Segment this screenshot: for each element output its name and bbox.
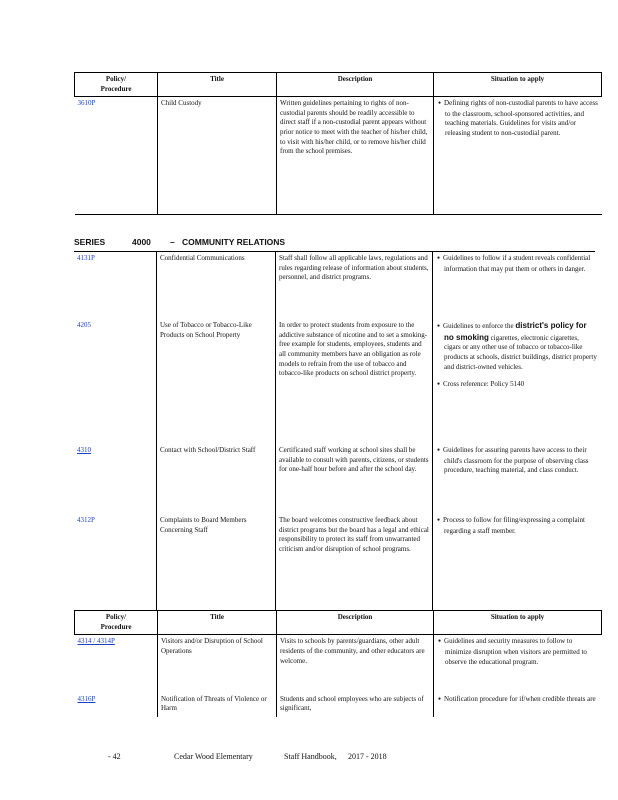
table-row [74, 514, 600, 610]
header-title: Title [158, 611, 277, 635]
policy-number-link[interactable]: 4205 [77, 321, 91, 330]
table-row [75, 97, 602, 215]
policy-number-link[interactable]: 3610P [75, 97, 158, 215]
situation-bullet: ● Guidelines to enforce the district's policy for no smoking cigarettes, electronic cigarettes, cigars or any other use of tobacco or tobacco-like products at schools, district buildings, district property and district-owned vehicles. [436, 321, 597, 372]
policy-number-link[interactable]: 4312P [77, 516, 95, 525]
policy-description: The board welcomes constructive feedback about district programs but the board has a legal and ethical responsibility to protect its staff from unwarranted criticism and/or disruption of school programs. [276, 514, 433, 610]
policy-number-link[interactable]: 4314 / 4314P [77, 637, 115, 646]
series-number: 4000 [132, 237, 151, 248]
policy-title: Use of Tobacco or Tobacco-Like Products on School Property [157, 319, 276, 444]
series-name: COMMUNITY RELATIONS [182, 237, 286, 248]
header-situation: Situation to apply [434, 611, 602, 635]
policy-description: Students and school employees who are subjects of significant, [277, 693, 434, 717]
handbook-page [74, 72, 598, 717]
policy-situation: ● Notification procedure for if/when credible threats are [434, 693, 602, 717]
policy-number-link[interactable]: 4310 [77, 446, 91, 455]
policy-title: Complaints to Board Members Concerning Staff [157, 514, 276, 610]
header-description: Description [277, 73, 434, 97]
table-row [75, 635, 602, 693]
page-number: - 42 [108, 752, 121, 761]
table-header-row [75, 611, 602, 635]
header-title: Title [158, 73, 277, 97]
no-smoking-emphasis: district's policy for no smoking [444, 321, 587, 342]
header-description: Description [277, 611, 434, 635]
header-policy: Policy/ Procedure [75, 73, 158, 97]
series-dash: – [170, 237, 175, 248]
policy-situation: ● Process to follow for filing/expressing a complaint regarding a staff member. [433, 514, 601, 610]
table-row [74, 444, 600, 514]
policy-table-top [74, 72, 602, 215]
policy-title: Contact with School/District Staff [157, 444, 276, 514]
policy-situation [433, 319, 601, 444]
footer-school: Cedar Wood Elementary [174, 752, 253, 761]
policy-situation: ● Defining rights of non-custodial parents to have access to the classroom, school-sponsored activities, and teaching materials. Guidelines for visits and/or releasing student to non-custodial parent. [434, 97, 602, 215]
policy-description: Certificated staff working at school sites shall be available to consult with parents, citizens, or students for one-half hour before and after the school day. [276, 444, 433, 514]
series-label: SERIES [74, 237, 106, 248]
policy-situation: ● Guidelines for assuring parents have access to their child's classroom for the purpose of observing class procedure, teaching material, and class conduct. [433, 444, 601, 514]
policy-table-bottom [74, 610, 602, 717]
policy-table-middle [74, 252, 600, 610]
policy-description: Staff shall follow all applicable laws, regulations and rules regarding release of information about students, personnel, and district programs. [276, 252, 433, 319]
policy-situation: ● Guidelines to follow if a student reveals confidential information that may put them or others in danger. [433, 252, 601, 319]
policy-title: Child Custody [158, 97, 277, 215]
policy-title: Confidential Communications [157, 252, 276, 319]
series-heading [74, 237, 595, 252]
policy-number-link[interactable]: 4316P [77, 694, 96, 703]
policy-title: Visitors and/or Disruption of School Operations [158, 635, 277, 693]
policy-situation: ● Guidelines and security measures to follow to minimize disruption when visitors are permitted to observe the educational program. [434, 635, 602, 693]
cross-reference: ● Cross reference: Policy 5140 [436, 380, 597, 391]
policy-number-link[interactable]: 4131P [77, 254, 95, 263]
header-policy: Policy/ Procedure [75, 611, 158, 635]
policy-title: Notification of Threats of Violence or Harm [158, 693, 277, 717]
table-row [74, 252, 600, 319]
header-situation: Situation to apply [434, 73, 602, 97]
table-row [74, 319, 600, 444]
table-row [75, 693, 602, 717]
policy-description: In order to protect students from exposure to the addictive substance of nicotine and to set a smoking-free example for students, employees, students and all community members have an obligation as role models to refrain from the use of tobacco and tobacco-like products on school district property. [276, 319, 433, 444]
policy-description: Written guidelines pertaining to rights of non-custodial parents should be readily accessible to direct staff if a non-custodial parent appears without prior notice to meet with the teacher of his/her child, to visit with his/her child, or to remove his/her child from the school premises. [277, 97, 434, 215]
policy-description: Visits to schools by parents/guardians, other adult residents of the community, and other educators are welcome. [277, 635, 434, 693]
footer-year: 2017 - 2018 [348, 752, 387, 761]
table-header-row [75, 73, 602, 97]
footer-handbook: Staff Handbook, [284, 752, 337, 761]
